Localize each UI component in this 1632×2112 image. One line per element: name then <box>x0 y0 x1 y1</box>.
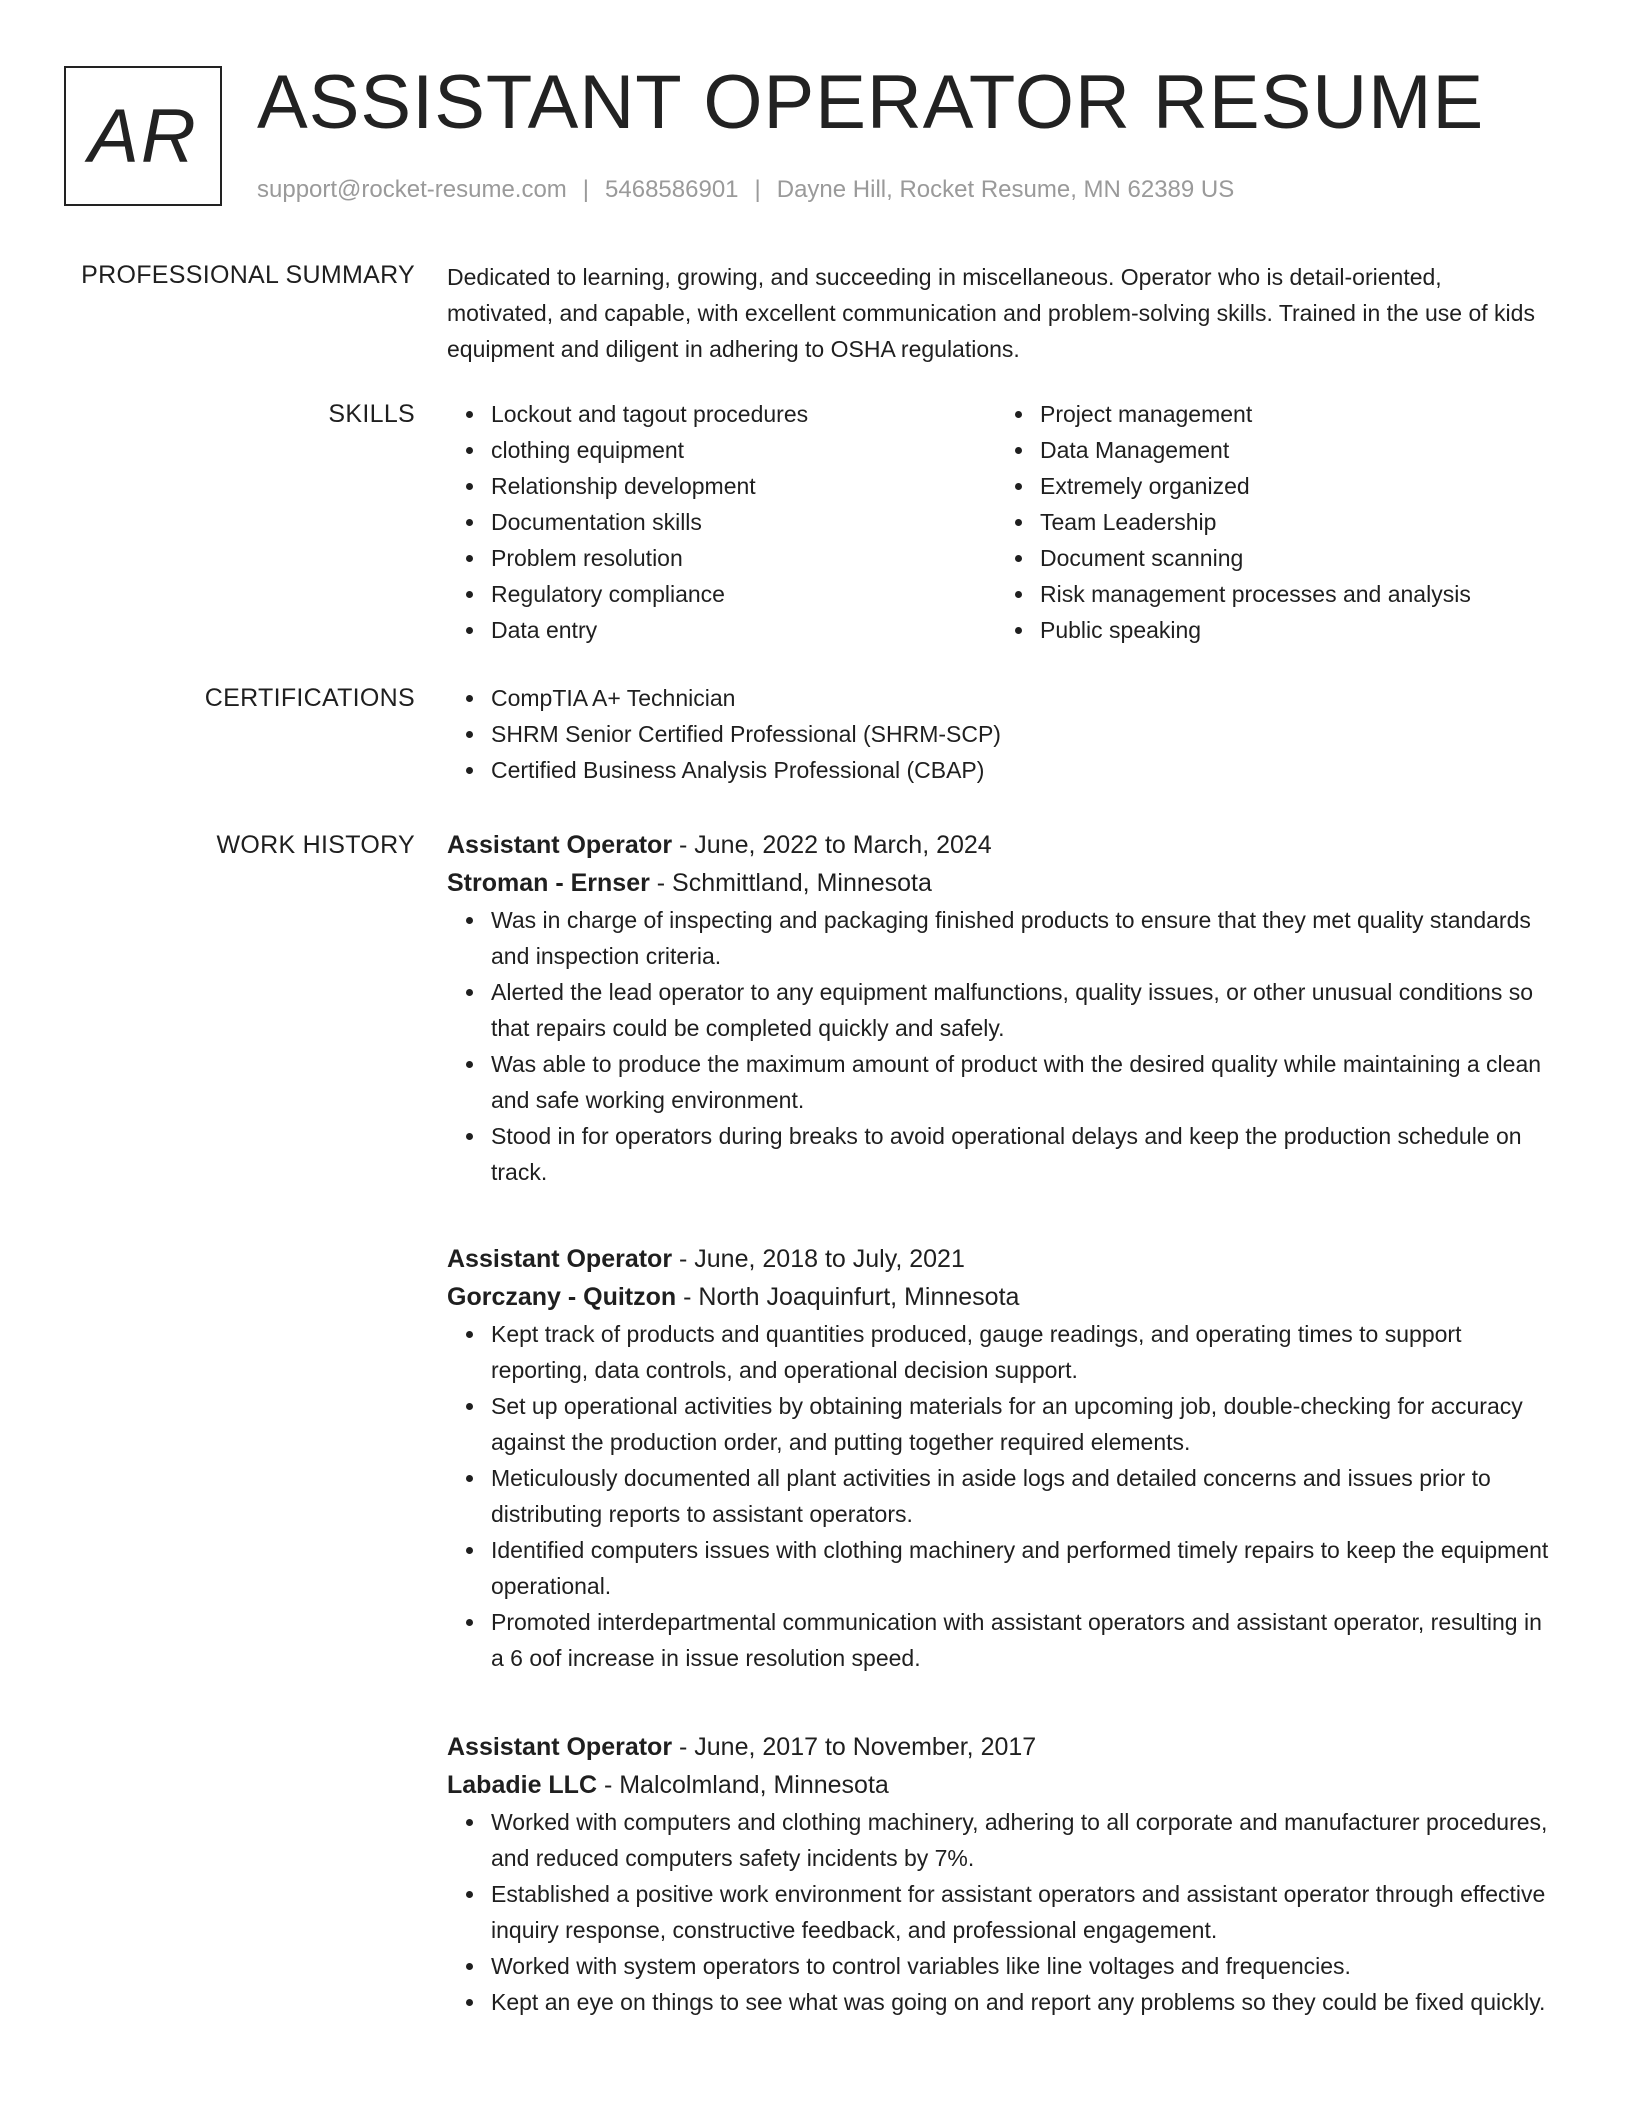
section-title-work-history: WORK HISTORY <box>216 831 415 859</box>
page-title: ASSISTANT OPERATOR RESUME <box>257 60 1485 145</box>
section-title-certifications: CERTIFICATIONS <box>204 684 415 712</box>
skills-columns <box>447 396 1552 656</box>
job-role: Assistant Operator <box>447 1245 673 1273</box>
job-company-line <box>447 864 1552 902</box>
job-bullet: Promoted interdepartmental communication with assistant operators and assistant operator, resulting in a 6 oof increase in issue resolution speed. <box>491 1604 1552 1676</box>
job-bullets <box>447 902 1552 1190</box>
job-bullet: Kept an eye on things to see what was going on and report any problems so they could be fixed quickly. <box>491 1984 1552 2020</box>
skill-item: Relationship development <box>491 468 1031 504</box>
skill-item: Documentation skills <box>491 504 1031 540</box>
skill-item: Data entry <box>491 612 1031 648</box>
certification-item: Certified Business Analysis Professional (CBAP) <box>491 752 1552 788</box>
skills-body <box>447 396 1552 656</box>
skill-item: clothing equipment <box>491 432 1031 468</box>
skill-item: Extremely organized <box>1040 468 1580 504</box>
summary-text: Dedicated to learning, growing, and succeeding in miscellaneous. Operator who is detail-oriented, motivated, and capable, with excellent communication and problem-solving skills. Trained in the use of kids equipment and diligent in adhering to OSHA regulations. <box>447 264 1535 362</box>
skill-item: Risk management processes and analysis <box>1040 576 1580 612</box>
job-bullet: Set up operational activities by obtaining materials for an upcoming job, double-checking for accuracy against the production order, and putting together required elements. <box>491 1388 1552 1460</box>
contact-line <box>257 174 1234 206</box>
skill-item: Document scanning <box>1040 540 1580 576</box>
contact-separator: | <box>754 176 761 203</box>
job-company: Stroman - Ernser <box>447 869 650 897</box>
skill-item: Project management <box>1040 396 1580 432</box>
job-bullet: Stood in for operators during breaks to avoid operational delays and keep the production schedule on track. <box>491 1118 1552 1190</box>
job-location: - North Joaquinfurt, Minnesota <box>676 1283 1020 1311</box>
certification-item: CompTIA A+ Technician <box>491 680 1552 716</box>
job-role: Assistant Operator <box>447 831 673 859</box>
section-title-skills: SKILLS <box>328 400 415 428</box>
skill-item: Regulatory compliance <box>491 576 1031 612</box>
contact-phone: 5468586901 <box>605 176 739 203</box>
contact-address: Dayne Hill, Rocket Resume, MN 62389 US <box>776 176 1235 203</box>
summary-body <box>447 259 1552 367</box>
skill-item: Public speaking <box>1040 612 1580 648</box>
job-company: Gorczany - Quitzon <box>447 1283 677 1311</box>
job-title-line <box>447 826 1552 864</box>
job-title-line <box>447 1728 1552 1766</box>
job-bullet: Kept track of products and quantities produced, gauge readings, and operating times to support reporting, data controls, and operational decision support. <box>491 1316 1552 1388</box>
job-bullet: Worked with system operators to control variables like line voltages and frequencies. <box>491 1948 1552 1984</box>
job-entry <box>447 826 1552 1190</box>
skills-list-right <box>996 396 1580 648</box>
job-entry <box>447 1728 1552 2020</box>
job-bullet: Established a positive work environment for assistant operators and assistant operator through effective inquiry response, constructive feedback, and professional engagement. <box>491 1876 1552 1948</box>
certification-item: SHRM Senior Certified Professional (SHRM-SCP) <box>491 716 1552 752</box>
job-title-line <box>447 1240 1552 1278</box>
job-company-line <box>447 1278 1552 1316</box>
job-bullets <box>447 1804 1552 2020</box>
job-bullet: Meticulously documented all plant activities in aside logs and detailed concerns and issues prior to distributing reports to assistant operators. <box>491 1460 1552 1532</box>
job-bullets <box>447 1316 1552 1676</box>
job-bullet: Was able to produce the maximum amount of product with the desired quality while maintaining a clean and safe working environment. <box>491 1046 1552 1118</box>
skill-item: Team Leadership <box>1040 504 1580 540</box>
skill-item: Data Management <box>1040 432 1580 468</box>
job-location: - Schmittland, Minnesota <box>649 869 932 897</box>
job-bullet: Identified computers issues with clothing machinery and performed timely repairs to keep the equipment operational. <box>491 1532 1552 1604</box>
section-title-summary: PROFESSIONAL SUMMARY <box>81 261 415 289</box>
job-dates: - June, 2018 to July, 2021 <box>672 1245 965 1273</box>
skill-item: Lockout and tagout procedures <box>491 396 1031 432</box>
job-company-line <box>447 1766 1552 1804</box>
job-company: Labadie LLC <box>447 1771 598 1799</box>
monogram-badge: AR <box>64 66 222 206</box>
job-bullet: Alerted the lead operator to any equipment malfunctions, quality issues, or other unusual conditions so that repairs could be completed quickly and safely. <box>491 974 1552 1046</box>
job-bullet: Was in charge of inspecting and packaging finished products to ensure that they met quality standards and inspection criteria. <box>491 902 1552 974</box>
certifications-list <box>447 680 1552 788</box>
job-entry <box>447 1240 1552 1676</box>
job-dates: - June, 2017 to November, 2017 <box>672 1733 1037 1761</box>
certifications-body <box>447 680 1552 788</box>
job-dates: - June, 2022 to March, 2024 <box>672 831 992 859</box>
contact-email: support@rocket-resume.com <box>257 176 567 203</box>
job-role: Assistant Operator <box>447 1733 673 1761</box>
job-location: - Malcolmland, Minnesota <box>597 1771 889 1799</box>
job-bullet: Worked with computers and clothing machinery, adhering to all corporate and manufacturer procedures, and reduced computers safety incidents by 7%. <box>491 1804 1552 1876</box>
skill-item: Problem resolution <box>491 540 1031 576</box>
skills-list-left <box>447 396 1031 648</box>
contact-separator: | <box>582 176 590 203</box>
